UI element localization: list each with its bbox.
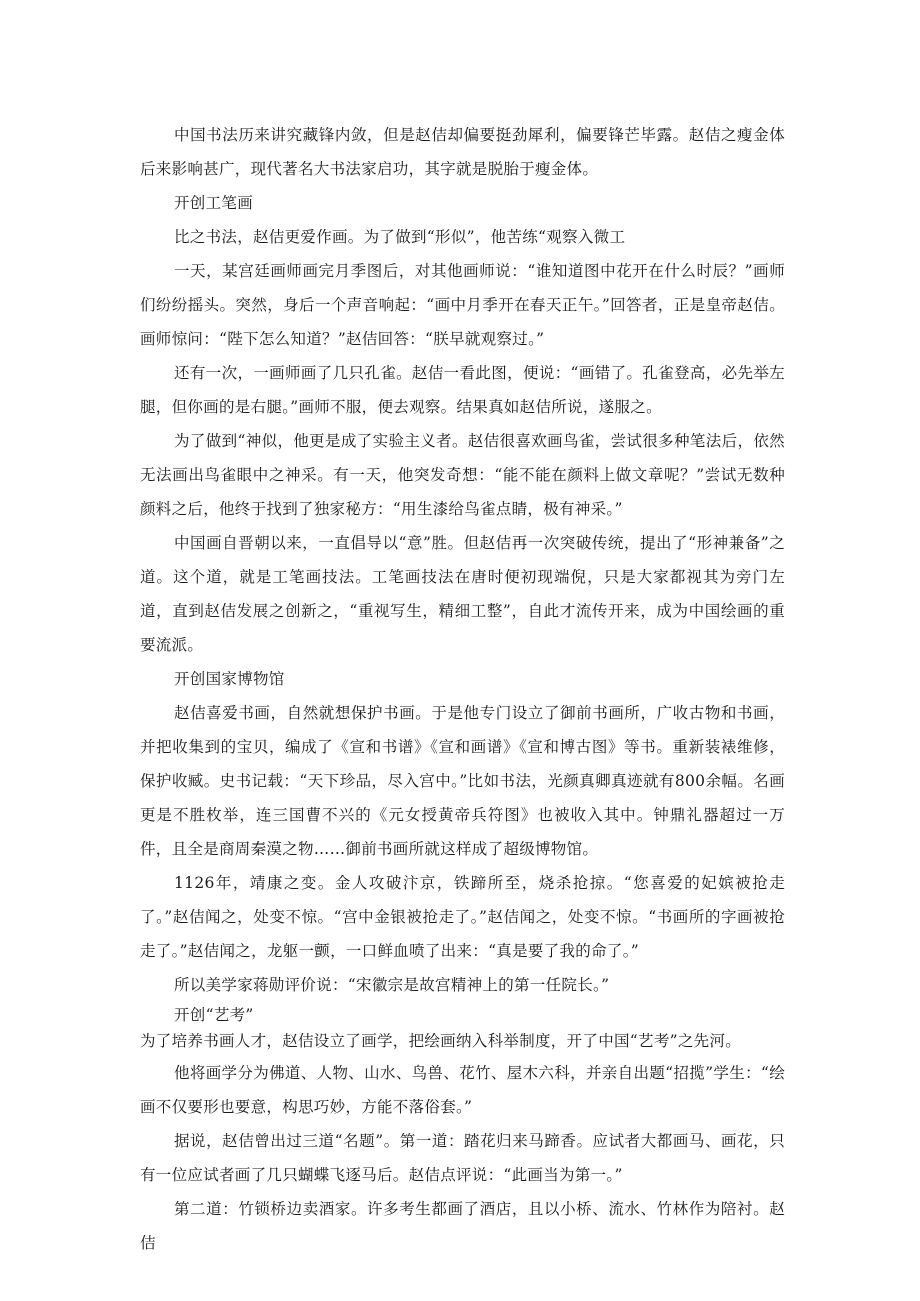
document-body bbox=[140, 118, 785, 1260]
paragraph: 1126年，靖康之变。金人攻破汴京，铁蹄所至，烧杀抢掠。“您喜爱的妃嫔被抢走了。”赵佶闻之，处变不惊。“宫中金银被抢走了。”赵佶闻之，处变不惊。“书画所的字画被抢走了。”赵佶闻之，龙躯一颤，一口鲜血喷了出来：“真是要了我的命了。” bbox=[140, 874, 785, 960]
paragraph: 还有一次，一画师画了几只孔雀。赵佶一看此图，便说：“画错了。孔雀登高，必先举左腿，但你画的是右腿。”画师不服，便去观察。结果真如赵佶所说，遂服之。 bbox=[140, 364, 785, 416]
paragraph: 他将画学分为佛道、人物、山水、鸟兽、花竹、屋木六科，并亲自出题“招揽”学生：“绘画不仅要形也要意，构思巧妙，方能不落俗套。” bbox=[140, 1064, 785, 1116]
paragraph: 为了培养书画人才，赵佶设立了画学，把绘画纳入科举制度，开了中国“艺考”之先河。 bbox=[140, 1032, 742, 1050]
paragraph: 据说，赵佶曾出过三道“名题”。第一道：踏花归来马蹄香。应试者大都画马、画花，只有一位应试者画了几只蝴蝶飞逐马后。赵佶点评说：“此画当为第一。” bbox=[140, 1132, 785, 1184]
section-heading: 开创“艺考” bbox=[174, 1006, 254, 1024]
paragraph: 比之书法，赵佶更爱作画。为了做到“形似”，他苦练“观察入微工 bbox=[174, 228, 626, 246]
paragraph: 第二道：竹锁桥边卖酒家。许多考生都画了酒店，且以小桥、流水、竹林作为陪衬。赵佶 bbox=[140, 1200, 785, 1252]
paragraph: 一天，某宫廷画师画完月季图后，对其他画师说：“谁知道图中花开在什么时辰？”画师们纷纷摇头。突然，身后一个声音响起：“画中月季开在春天正午。”回答者，正是皇帝赵佶。画师惊问：“陛下怎么知道？”赵佶回答：“朕早就观察过。” bbox=[140, 262, 785, 348]
section-heading: 开创工笔画 bbox=[174, 194, 254, 212]
paragraph: 中国画自晋朝以来，一直倡导以“意”胜。但赵佶再一次突破传统，提出了“形神兼备”之道。这个道，就是工笔画技法。工笔画技法在唐时便初现端倪，只是大家都视其为旁门左道，直到赵佶发展之创新之，“重视写生，精细工整”，自此才流传开来，成为中国绘画的重要流派。 bbox=[140, 534, 785, 654]
paragraph: 中国书法历来讲究藏锋内敛，但是赵佶却偏要挺劲犀利，偏要锋芒毕露。赵佶之瘦金体后来影响甚广，现代著名大书法家启功，其字就是脱胎于瘦金体。 bbox=[140, 126, 785, 178]
paragraph: 所以美学家蒋勋评价说：“宋徽宗是故宫精神上的第一任院长。” bbox=[174, 976, 610, 994]
section-heading: 开创国家博物馆 bbox=[174, 670, 285, 688]
paragraph: 赵佶喜爱书画，自然就想保护书画。于是他专门设立了御前书画所，广收古物和书画，并把收集到的宝贝，编成了《宣和书谱》《宣和画谱》《宣和博古图》等书。重新装裱维修，保护收臧。史书记载：“天下珍品，尽入宫中。”比如书法，光颜真卿真迹就有800余幅。名画更是不胜枚举，连三国曹不兴的《元女授黄帝兵符图》也被收入其中。钟鼎礼器超过一万件，且全是商周秦漠之物……御前书画所就这样成了超级博物馆。 bbox=[140, 704, 785, 858]
paragraph: 为了做到“神似，他更是成了实验主义者。赵佶很喜欢画鸟雀，尝试很多种笔法后，依然无法画出鸟雀眼中之神采。有一天，他突发奇想：“能不能在颜料上做文章呢？”尝试无数种颜料之后，他终于找到了独家秘方：“用生漆给鸟雀点睛，极有神采。” bbox=[140, 432, 785, 518]
